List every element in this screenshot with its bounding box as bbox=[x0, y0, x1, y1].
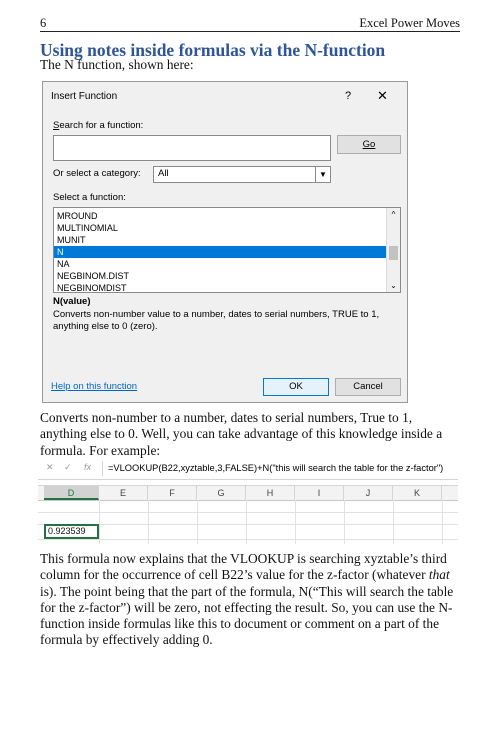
body-paragraph-3 bbox=[40, 551, 460, 649]
column-header-g[interactable]: G bbox=[197, 486, 246, 500]
close-icon[interactable]: ✕ bbox=[377, 88, 388, 103]
dialog-title: Insert Function bbox=[51, 91, 118, 102]
scrollbar-thumb[interactable] bbox=[389, 246, 398, 260]
help-link[interactable]: Help on this function bbox=[51, 381, 138, 392]
search-label-mnemonic: S bbox=[53, 120, 60, 131]
intro-paragraph: The N function, shown here: bbox=[40, 57, 194, 72]
function-description: Converts non-number value to a number, dates to serial numbers, TRUE to 1, anything else to 0 (zero). bbox=[53, 309, 380, 332]
category-value: All bbox=[158, 168, 169, 179]
enter-icon[interactable]: ✓ bbox=[64, 462, 72, 472]
grid-line bbox=[38, 512, 458, 513]
function-signature: N(value) bbox=[53, 296, 91, 307]
list-item-selected[interactable]: N bbox=[54, 246, 386, 258]
list-item[interactable]: MROUND bbox=[57, 211, 98, 221]
formula-bar-divider bbox=[102, 461, 103, 476]
search-input[interactable] bbox=[53, 135, 331, 161]
column-header-e[interactable]: E bbox=[99, 486, 148, 500]
grid-line bbox=[148, 500, 149, 544]
chevron-up-icon[interactable]: ^ bbox=[391, 210, 396, 219]
header-rule bbox=[40, 31, 460, 32]
search-label bbox=[53, 120, 143, 131]
body-paragraph-2: Converts non-number to a number, dates to serial numbers, True to 1, anything else to 0. Well, you can take advantage of this knowledge inside a formula. For example: bbox=[40, 410, 443, 458]
fx-icon[interactable]: fx bbox=[84, 462, 92, 472]
page-number: 6 bbox=[40, 16, 47, 30]
column-header-h[interactable]: H bbox=[246, 486, 295, 500]
help-question-icon[interactable]: ? bbox=[345, 90, 352, 102]
paragraph-3-part-2: is). The point being that the part of the formula, N(“This will search the table for the z-factor”) will be zero, not effecting the result. So, you can use the N-function inside formulas like this to document or comment on a part of the formula by effectively adding 0. bbox=[40, 583, 454, 648]
grid-line bbox=[344, 500, 345, 544]
section-title: Using notes inside formulas via the N-function bbox=[40, 40, 386, 60]
list-item[interactable]: MULTINOMIAL bbox=[57, 223, 118, 233]
grid-line bbox=[99, 500, 100, 544]
grid-line bbox=[38, 539, 458, 540]
grid-line bbox=[295, 500, 296, 544]
grid-line bbox=[442, 500, 443, 544]
formula-bar bbox=[38, 458, 458, 480]
cancel-button[interactable]: Cancel bbox=[335, 378, 401, 396]
paragraph-3-emphasis: that bbox=[428, 567, 450, 583]
grid-line bbox=[38, 524, 458, 525]
column-header-row bbox=[38, 485, 458, 501]
active-cell[interactable]: 0.923539 bbox=[44, 524, 99, 539]
go-button-label: Go bbox=[362, 139, 376, 150]
excel-screenshot bbox=[38, 458, 458, 544]
select-function-label: Select a function: bbox=[53, 192, 126, 203]
running-title: Excel Power Moves bbox=[359, 16, 460, 30]
go-button[interactable] bbox=[337, 135, 401, 154]
column-header-i[interactable]: I bbox=[295, 486, 344, 500]
list-item[interactable]: NEGBINOMDIST bbox=[57, 283, 127, 293]
chevron-down-icon[interactable]: ⌄ bbox=[390, 281, 397, 290]
chevron-down-icon[interactable]: ▼ bbox=[315, 167, 330, 182]
ok-button[interactable]: OK bbox=[263, 378, 329, 396]
grid-line bbox=[197, 500, 198, 544]
paragraph-3-part-1: This formula now explains that the VLOOKUP is searching xyztable’s third column for the occurrence of cell B22’s value for the z-factor (whatever bbox=[40, 551, 447, 583]
category-label: Or select a category: bbox=[53, 168, 141, 179]
grid-line bbox=[246, 500, 247, 544]
formula-input[interactable]: =VLOOKUP(B22,xyztable,3,FALSE)+N("this will search the table for the z-factor") bbox=[108, 463, 444, 473]
column-header-j[interactable]: J bbox=[344, 486, 393, 500]
column-header-k[interactable]: K bbox=[393, 486, 442, 500]
grid-line bbox=[393, 500, 394, 544]
list-item[interactable]: MUNIT bbox=[57, 235, 86, 245]
column-header-f[interactable]: F bbox=[148, 486, 197, 500]
list-item[interactable]: NA bbox=[57, 259, 70, 269]
search-label-rest: earch for a function: bbox=[59, 120, 144, 131]
list-item[interactable]: NEGBINOM.DIST bbox=[57, 271, 130, 281]
list-scrollbar[interactable] bbox=[386, 208, 400, 292]
insert-function-dialog bbox=[42, 81, 408, 403]
category-select[interactable] bbox=[153, 166, 331, 183]
cancel-icon[interactable]: ✕ bbox=[46, 462, 54, 472]
column-header-d[interactable]: D bbox=[44, 486, 99, 500]
running-header bbox=[40, 16, 460, 32]
function-list[interactable] bbox=[53, 207, 401, 293]
